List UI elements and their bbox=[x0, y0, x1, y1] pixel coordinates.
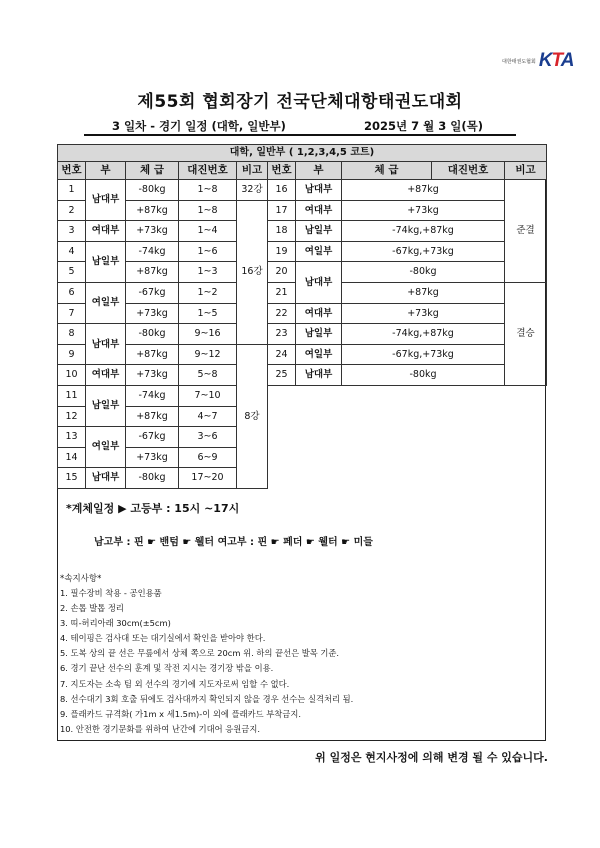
table-row bbox=[58, 200, 547, 221]
weight-class: -74kg,+87kg bbox=[342, 324, 505, 345]
round-note: 결승 bbox=[505, 282, 547, 385]
match-number: 2 bbox=[58, 200, 86, 221]
match-number: 1 bbox=[58, 180, 86, 201]
table-caption: 대학, 일반부 ( 1,2,3,4,5 코트) bbox=[58, 145, 547, 162]
weight-class: -67kg,+73kg bbox=[342, 241, 505, 262]
match-number: 12 bbox=[58, 406, 86, 427]
division-label: 여일부 bbox=[86, 427, 126, 468]
bracket-number: 5~8 bbox=[179, 365, 237, 386]
match-number: 5 bbox=[58, 262, 86, 283]
match-number: 24 bbox=[268, 344, 296, 365]
match-number: 21 bbox=[268, 282, 296, 303]
note-item: 9. 플래카드 규격화( 가1m x 세1.5m)-이 외에 플래카드 부착금지. bbox=[60, 708, 301, 719]
bracket-number: 9~12 bbox=[179, 344, 237, 365]
division-label: 남일부 bbox=[86, 385, 126, 426]
weight-class: -74kg bbox=[126, 241, 179, 262]
division-label: 남대부 bbox=[296, 180, 342, 201]
match-number: 20 bbox=[268, 262, 296, 283]
bracket-number: 1~8 bbox=[179, 180, 237, 201]
table-header-row bbox=[58, 162, 547, 180]
weight-class: +87kg bbox=[342, 180, 505, 201]
match-number: 11 bbox=[58, 385, 86, 406]
match-number: 25 bbox=[268, 365, 296, 386]
division-label: 여대부 bbox=[296, 200, 342, 221]
column-header: 대진번호 bbox=[432, 162, 505, 180]
bracket-number: 4~7 bbox=[179, 406, 237, 427]
match-number: 9 bbox=[58, 344, 86, 365]
bracket-number: 9~16 bbox=[179, 324, 237, 345]
subtitle-row bbox=[84, 118, 516, 136]
match-number: 3 bbox=[58, 221, 86, 242]
weigh-in-schedule: *계체일정 ▶ 고등부 : 15시 ~17시 bbox=[66, 502, 240, 515]
division-label: 남대부 bbox=[296, 262, 342, 303]
match-number: 15 bbox=[58, 468, 86, 489]
note-item: 3. 띠-허리아래 30cm(±5cm) bbox=[60, 618, 171, 629]
schedule-table bbox=[57, 144, 547, 489]
column-header: 대진번호 bbox=[179, 162, 237, 180]
weight-class: +73kg bbox=[126, 303, 179, 324]
weight-class: -80kg bbox=[126, 324, 179, 345]
table-caption-row bbox=[58, 145, 547, 162]
column-header: 체 급 bbox=[126, 162, 179, 180]
bracket-number: 1~8 bbox=[179, 200, 237, 221]
match-number: 8 bbox=[58, 324, 86, 345]
division-label: 남일부 bbox=[86, 241, 126, 282]
logo-letter-k: K bbox=[538, 50, 552, 71]
match-number: 22 bbox=[268, 303, 296, 324]
match-number: 19 bbox=[268, 241, 296, 262]
subtitle-day: 3 일차 - 경기 일정 (대학, 일반부) bbox=[112, 119, 286, 133]
weight-class: -80kg bbox=[126, 180, 179, 201]
division-label: 남대부 bbox=[86, 468, 126, 489]
bracket-number: 7~10 bbox=[179, 385, 237, 406]
division-label: 남대부 bbox=[86, 180, 126, 221]
bracket-number: 1~2 bbox=[179, 282, 237, 303]
division-label: 여대부 bbox=[86, 365, 126, 386]
note-item: 5. 도복 상의 끝 선은 무릎에서 상체 쪽으로 20cm 위. 하의 끝선은 발목 기준. bbox=[60, 648, 340, 659]
bracket-number: 1~4 bbox=[179, 221, 237, 242]
weight-class: +73kg bbox=[342, 303, 505, 324]
division-label: 여일부 bbox=[86, 282, 126, 323]
weight-class: +73kg bbox=[126, 221, 179, 242]
footer-notice: 위 일정은 현지사정에 의해 변경 될 수 있습니다. bbox=[315, 751, 548, 764]
weight-class: +87kg bbox=[126, 262, 179, 283]
table-row bbox=[58, 303, 547, 324]
document-title: 제55회 협회장기 전국단체대항태권도대회 bbox=[137, 92, 463, 112]
notes-title: *속지사항* bbox=[60, 574, 102, 584]
logo-letter-t: T bbox=[551, 50, 561, 71]
weight-class: +87kg bbox=[126, 406, 179, 427]
weight-class: -74kg,+87kg bbox=[342, 221, 505, 242]
division-label: 남일부 bbox=[296, 221, 342, 242]
table-row bbox=[58, 262, 547, 283]
match-number: 7 bbox=[58, 303, 86, 324]
notes-list bbox=[60, 586, 353, 737]
weight-class: -67kg bbox=[126, 282, 179, 303]
match-number: 13 bbox=[58, 427, 86, 448]
note-item: 7. 지도자는 소속 팀 외 선수의 경기에 지도자로써 임할 수 없다. bbox=[60, 678, 290, 689]
match-number: 18 bbox=[268, 221, 296, 242]
weight-class: +87kg bbox=[126, 200, 179, 221]
column-header: 부 bbox=[296, 162, 342, 180]
match-number: 17 bbox=[268, 200, 296, 221]
round-note: 8강 bbox=[237, 344, 268, 488]
division-label: 여대부 bbox=[86, 221, 126, 242]
match-number: 6 bbox=[58, 282, 86, 303]
table-row bbox=[58, 180, 547, 201]
match-number: 4 bbox=[58, 241, 86, 262]
subtitle-date: 2025년 7 월 3 일(목) bbox=[364, 119, 483, 133]
weight-class: +73kg bbox=[342, 200, 505, 221]
column-header: 번호 bbox=[268, 162, 296, 180]
note-item: 4. 테이핑은 검사대 또는 대기실에서 확인을 받아야 한다. bbox=[60, 633, 266, 644]
weight-class: -80kg bbox=[126, 468, 179, 489]
column-header: 번호 bbox=[58, 162, 86, 180]
table-row bbox=[58, 241, 547, 262]
note-item: 8. 선수대기 3회 호출 뒤에도 검사대까지 확인되지 않을 경우 선수는 실격처리 됨. bbox=[60, 693, 354, 704]
logo-org-text: 대한태권도협회 bbox=[502, 58, 536, 65]
column-header: 비고 bbox=[237, 162, 268, 180]
empty-area bbox=[268, 385, 547, 488]
note-item: 1. 필수장비 착용 - 공인용품 bbox=[60, 588, 162, 598]
note-item: 6. 경기 끝난 선수의 훈계 및 작전 지시는 경기장 밖을 이용. bbox=[60, 663, 274, 674]
weigh-in-order: 남고부 : 핀 ☛ 밴텀 ☛ 웰터 여고부 : 핀 ☛ 페더 ☛ 웰터 ☛ 미들 bbox=[94, 537, 373, 548]
round-note: 32강 bbox=[237, 180, 268, 201]
weight-class: +73kg bbox=[126, 365, 179, 386]
bracket-number: 1~3 bbox=[179, 262, 237, 283]
table-row bbox=[58, 365, 547, 386]
bracket-number: 1~5 bbox=[179, 303, 237, 324]
division-label: 남대부 bbox=[296, 365, 342, 386]
match-number: 14 bbox=[58, 447, 86, 468]
match-number: 10 bbox=[58, 365, 86, 386]
round-note: 준결 bbox=[505, 180, 547, 283]
bracket-number: 17~20 bbox=[179, 468, 237, 489]
bracket-number: 3~6 bbox=[179, 427, 237, 448]
division-label: 남일부 bbox=[296, 324, 342, 345]
match-number: 16 bbox=[268, 180, 296, 201]
kta-logo bbox=[502, 50, 573, 72]
weight-class: +87kg bbox=[126, 344, 179, 365]
bracket-number: 1~6 bbox=[179, 241, 237, 262]
table-row bbox=[58, 324, 547, 345]
division-label: 남대부 bbox=[86, 324, 126, 365]
weight-class: -80kg bbox=[342, 262, 505, 283]
column-header: 비고 bbox=[505, 162, 547, 180]
table-row bbox=[58, 344, 547, 365]
weight-class: -67kg bbox=[126, 427, 179, 448]
logo-letter-a: A bbox=[560, 50, 574, 71]
bracket-number: 6~9 bbox=[179, 447, 237, 468]
kta-logo-mark bbox=[539, 50, 574, 72]
match-number: 23 bbox=[268, 324, 296, 345]
division-label: 여일부 bbox=[296, 241, 342, 262]
weight-class: -80kg bbox=[342, 365, 505, 386]
column-header: 체 급 bbox=[342, 162, 432, 180]
division-label: 여일부 bbox=[296, 344, 342, 365]
weight-class: -74kg bbox=[126, 385, 179, 406]
division-label: 여대부 bbox=[296, 303, 342, 324]
table-row bbox=[58, 385, 547, 406]
weight-class: +87kg bbox=[342, 282, 505, 303]
round-note: 16강 bbox=[237, 200, 268, 344]
table-row bbox=[58, 221, 547, 242]
note-item: 2. 손톱 발톱 정리 bbox=[60, 603, 124, 614]
weight-class: -67kg,+73kg bbox=[342, 344, 505, 365]
note-item: 10. 안전한 경기문화를 위하여 난간에 기대어 응원금지. bbox=[60, 723, 260, 734]
column-header: 부 bbox=[86, 162, 126, 180]
weight-class: +73kg bbox=[126, 447, 179, 468]
